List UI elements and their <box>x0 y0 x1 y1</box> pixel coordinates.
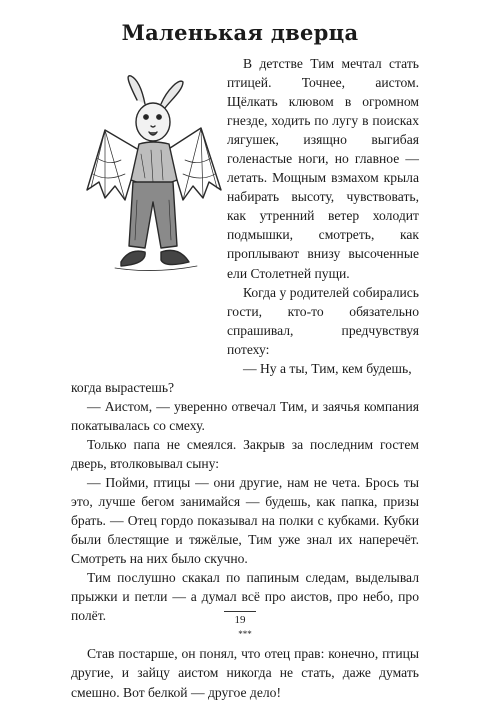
chapter-title: Маленькая дверца <box>121 20 359 45</box>
section-separator: *** <box>238 629 252 640</box>
text-beside-illustration <box>227 54 419 378</box>
paragraph: — Ну а ты, Тим, кем будешь, <box>243 360 412 376</box>
paragraph: Тим послушно скакал по папиным следам, выделывал прыжки и петли — а думал всё про аистов, про небо, про полёт. <box>71 570 419 624</box>
paragraph: Когда у родителей собирались гости, кто-то обязательно спрашивал, предчувствуя потеху: <box>227 284 419 357</box>
body-text <box>71 54 419 702</box>
page-number: 19 <box>234 614 246 626</box>
paragraph: — Аистом, — уверенно отвечал Тим, и заячья компания покатывалась со смеху. <box>71 398 419 433</box>
paragraph: — Пойми, птицы — они другие, нам не чета. Брось ты это, лучше бегом занимайся — будешь, как папка, призы брать. — Отец гордо показывал на полки с кубками. Кубки были блестящие и тяжёлые, Тим уже знал их наперечёт. Смотреть на них было скучно. <box>71 475 419 567</box>
paragraph: когда вырастешь? <box>71 379 175 395</box>
paragraph: Только папа не смеялся. Закрыв за последним гостем дверь, втолковывал сыну: <box>71 436 419 471</box>
paragraph: Став постарше, он понял, что отец прав: конечно, птицы другие, и зайцу аистом никогда не стать, даже думать смешно. Вот белкой — другое дело! <box>71 646 419 700</box>
footer-rule <box>224 611 256 612</box>
paragraph: В детстве Тим мечтал стать птицей. Точнее, аистом. Щёлкать клювом в огромном гнезде, ходить по лугу в поисках лягушек, изящно выгибая голенастые ноги, но главное — летать. Мощным взмахом крыла набирать высоту, чувствовать, как утренний ветер холодит подмышки, смотреть, как проплывают внизу высоченные ели Столетней пущи. <box>227 56 419 281</box>
